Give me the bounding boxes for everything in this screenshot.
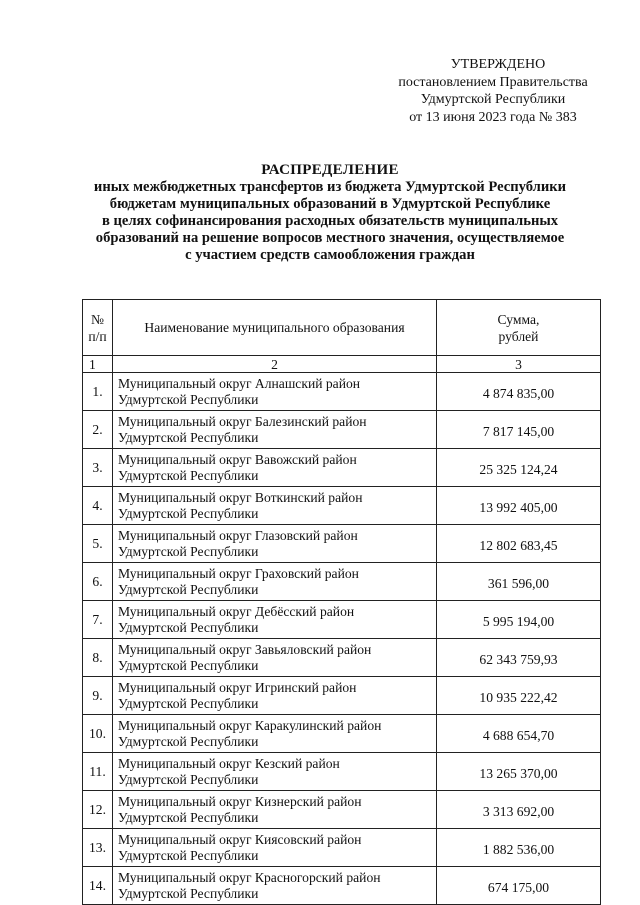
- municipality-name-line1: Муниципальный округ Воткинский район: [118, 489, 363, 505]
- municipality-name-line1: Муниципальный округ Игринский район: [118, 679, 357, 695]
- amount: 1 882 536,00: [437, 829, 601, 867]
- municipality-name: [113, 677, 437, 715]
- row-number: 10.: [83, 715, 113, 753]
- municipality-name-line2: Удмуртской Республики: [118, 581, 259, 597]
- amount: 674 175,00: [437, 867, 601, 905]
- title-heading: РАСПРЕДЕЛЕНИЕ: [261, 162, 399, 178]
- table-row: [83, 373, 601, 411]
- municipality-name-line2: Удмуртской Республики: [118, 467, 259, 483]
- header-number: [83, 300, 113, 356]
- amount: 10 935 222,42: [437, 677, 601, 715]
- municipality-name: [113, 715, 437, 753]
- municipality-name-line1: Муниципальный округ Граховский район: [118, 565, 359, 581]
- row-number: 11.: [83, 753, 113, 791]
- row-number: 3.: [83, 449, 113, 487]
- row-number: 14.: [83, 867, 113, 905]
- distribution-table: [82, 299, 601, 905]
- table-row: [83, 791, 601, 829]
- municipality-name-line2: Удмуртской Республики: [118, 847, 259, 863]
- header-sum: [437, 300, 601, 356]
- municipality-name-line2: Удмуртской Республики: [118, 695, 259, 711]
- row-number: 6.: [83, 563, 113, 601]
- approval-line-3: Удмуртской Республики: [420, 92, 566, 107]
- approval-line-1: УТВЕРЖДЕНО: [450, 57, 546, 72]
- municipality-name-line1: Муниципальный округ Кизнерский район: [118, 793, 362, 809]
- row-number: 8.: [83, 639, 113, 677]
- amount: 13 992 405,00: [437, 487, 601, 525]
- amount: 361 596,00: [437, 563, 601, 601]
- column-number-row: [83, 356, 601, 373]
- municipality-name: [113, 753, 437, 791]
- column-number-1: 1: [83, 356, 113, 373]
- municipality-name-line2: Удмуртской Республики: [118, 885, 259, 901]
- column-number-2: 2: [113, 356, 437, 373]
- row-number: 1.: [83, 373, 113, 411]
- amount: 62 343 759,93: [437, 639, 601, 677]
- amount: 7 817 145,00: [437, 411, 601, 449]
- document-title: [80, 162, 580, 264]
- header-number-line2: п/п: [88, 328, 107, 344]
- municipality-name-line2: Удмуртской Республики: [118, 391, 259, 407]
- header-sum-line2: рублей: [498, 328, 539, 344]
- table-row: [83, 829, 601, 867]
- municipality-name-line2: Удмуртской Республики: [118, 543, 259, 559]
- municipality-name: [113, 829, 437, 867]
- municipality-name-line1: Муниципальный округ Глазовский район: [118, 527, 358, 543]
- row-number: 4.: [83, 487, 113, 525]
- approval-line-2: постановлением Правительства: [398, 74, 588, 90]
- approval-stamp: [388, 56, 598, 126]
- amount: 3 313 692,00: [437, 791, 601, 829]
- municipality-name-line1: Муниципальный округ Вавожский район: [118, 451, 357, 467]
- row-number: 9.: [83, 677, 113, 715]
- table-row: [83, 677, 601, 715]
- header-number-line1: №: [91, 311, 104, 327]
- municipality-name-line2: Удмуртской Республики: [118, 429, 259, 445]
- municipality-name-line1: Муниципальный округ Завьяловский район: [118, 641, 372, 657]
- municipality-name-line2: Удмуртской Республики: [118, 619, 259, 635]
- title-line-5: с участием средств самообложения граждан: [185, 247, 475, 263]
- table-row: [83, 487, 601, 525]
- column-number-3: 3: [437, 356, 601, 373]
- municipality-name: [113, 563, 437, 601]
- municipality-name-line1: Муниципальный округ Киясовский район: [118, 831, 362, 847]
- municipality-name: [113, 601, 437, 639]
- municipality-name: [113, 373, 437, 411]
- amount: 12 802 683,45: [437, 525, 601, 563]
- municipality-name: [113, 449, 437, 487]
- row-number: 5.: [83, 525, 113, 563]
- municipality-name-line2: Удмуртской Республики: [118, 657, 259, 673]
- municipality-name-line1: Муниципальный округ Кезский район: [118, 755, 340, 771]
- municipality-name-line1: Муниципальный округ Алнашский район: [118, 375, 361, 391]
- municipality-name-line2: Удмуртской Республики: [118, 771, 259, 787]
- title-line-4: образований на решение вопросов местного значения, осуществляемое: [95, 230, 565, 246]
- municipality-name-line1: Муниципальный округ Дебёсский район: [118, 603, 355, 619]
- municipality-name: [113, 525, 437, 563]
- header-name: Наименование муниципального образования: [113, 300, 437, 356]
- title-line-2: бюджетам муниципальных образований в Удмуртской Республике: [109, 196, 551, 212]
- approval-line-4: от 13 июня 2023 года № 383: [409, 109, 577, 125]
- municipality-name: [113, 639, 437, 677]
- municipality-name: [113, 411, 437, 449]
- row-number: 12.: [83, 791, 113, 829]
- municipality-name: [113, 791, 437, 829]
- table-row: [83, 639, 601, 677]
- municipality-name-line2: Удмуртской Республики: [118, 505, 259, 521]
- table-header-row: [83, 300, 601, 356]
- row-number: 2.: [83, 411, 113, 449]
- row-number: 13.: [83, 829, 113, 867]
- title-line-1: иных межбюджетных трансфертов из бюджета Удмуртской Республики: [93, 179, 567, 195]
- table-row: [83, 411, 601, 449]
- header-sum-line1: Сумма,: [497, 311, 540, 327]
- row-number: 7.: [83, 601, 113, 639]
- table-row: [83, 563, 601, 601]
- amount: 25 325 124,24: [437, 449, 601, 487]
- amount: 4 688 654,70: [437, 715, 601, 753]
- table-row: [83, 449, 601, 487]
- municipality-name-line1: Муниципальный округ Каракулинский район: [118, 717, 382, 733]
- municipality-name-line2: Удмуртской Республики: [118, 733, 259, 749]
- table-row: [83, 753, 601, 791]
- municipality-name-line2: Удмуртской Республики: [118, 809, 259, 825]
- title-line-3: в целях софинансирования расходных обязательств муниципальных: [101, 213, 559, 229]
- table-row: [83, 601, 601, 639]
- table-row: [83, 525, 601, 563]
- table-row: [83, 715, 601, 753]
- municipality-name-line1: Муниципальный округ Красногорский район: [118, 869, 381, 885]
- amount: 5 995 194,00: [437, 601, 601, 639]
- municipality-name: [113, 487, 437, 525]
- amount: 13 265 370,00: [437, 753, 601, 791]
- municipality-name-line1: Муниципальный округ Балезинский район: [118, 413, 367, 429]
- amount: 4 874 835,00: [437, 373, 601, 411]
